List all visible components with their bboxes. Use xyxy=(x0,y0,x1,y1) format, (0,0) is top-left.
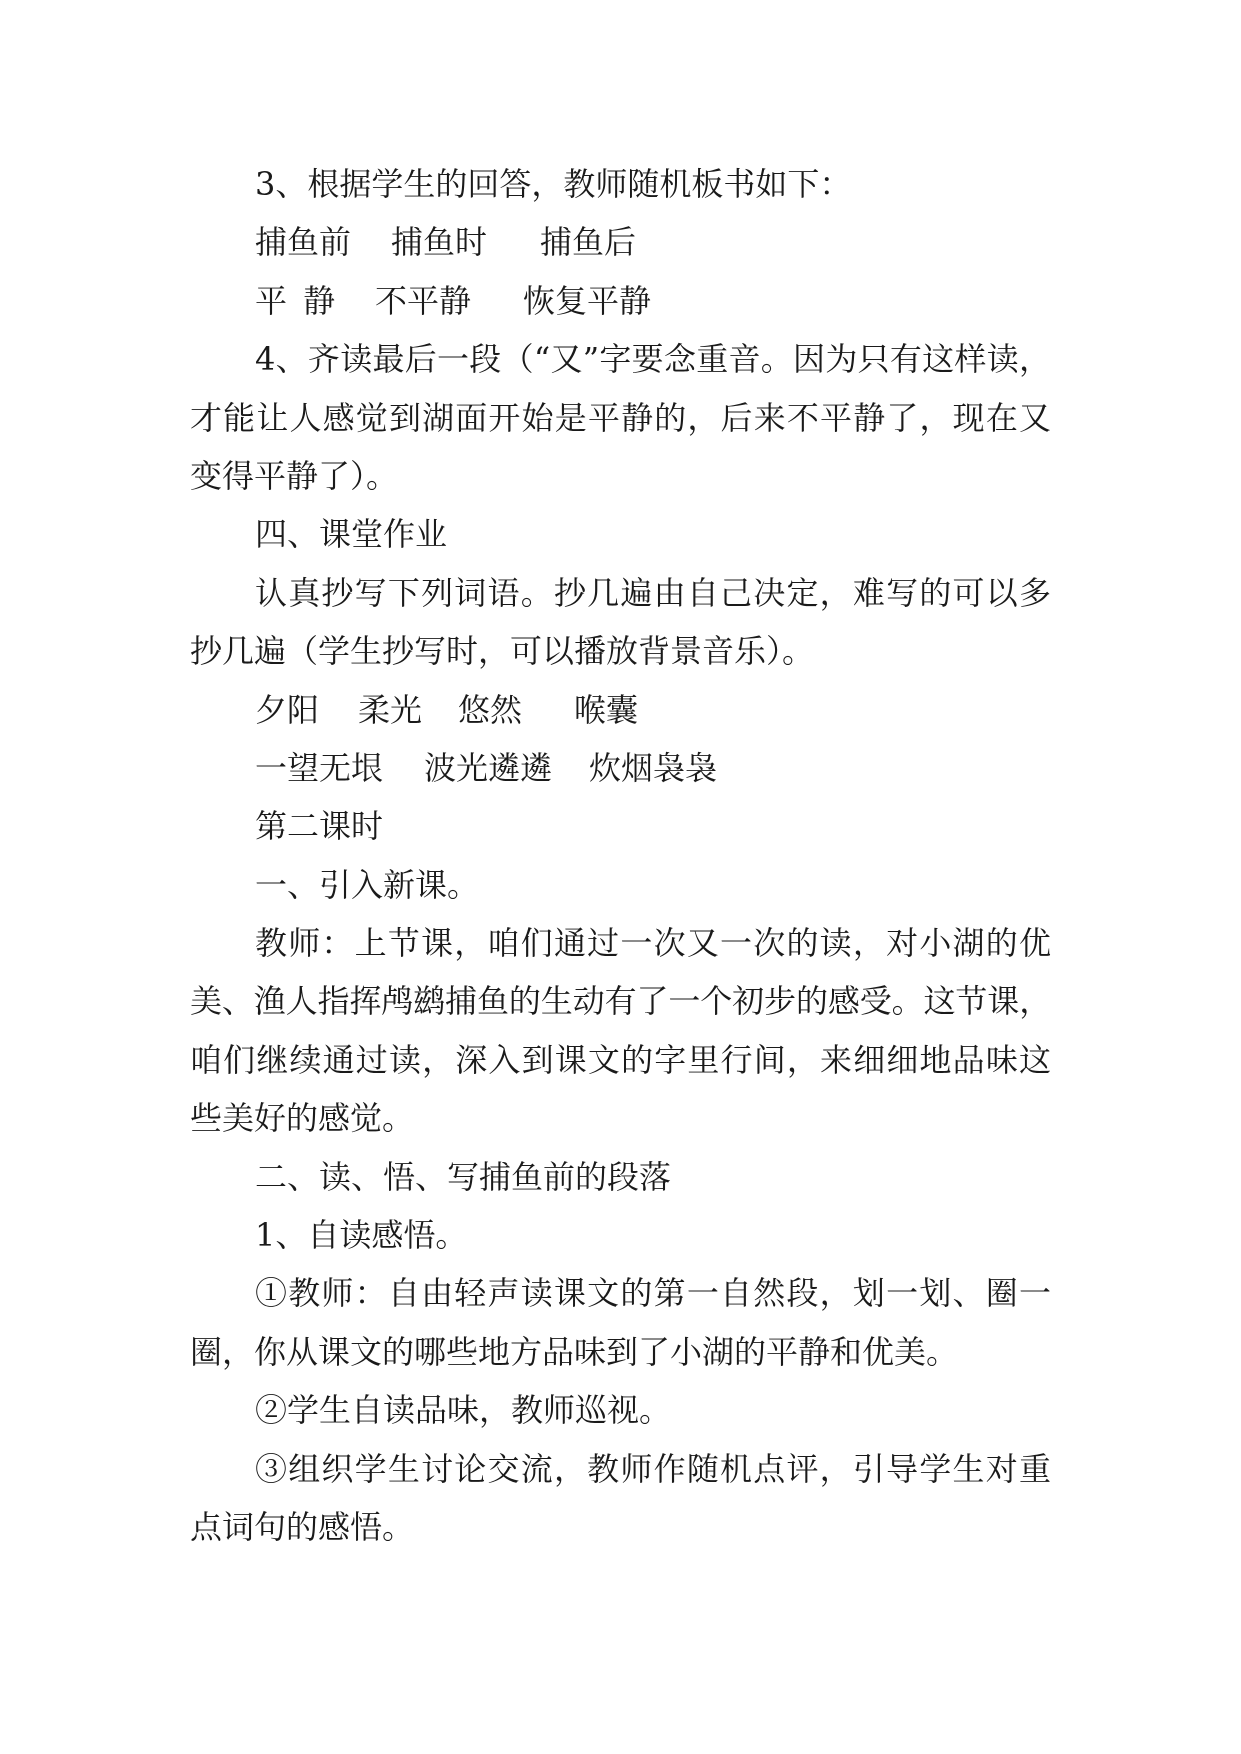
document-body xyxy=(190,155,1051,1556)
reading-item-3-line: ③组织学生讨论交流，教师作随机点评，引导学生对重 xyxy=(255,1449,1051,1488)
homework-heading: 四、课堂作业 xyxy=(255,515,448,554)
vocabulary-phrase: 炊烟袅袅 xyxy=(589,748,718,787)
board-stages-row xyxy=(190,213,1051,271)
board-stage-during: 捕鱼时 xyxy=(391,223,488,262)
teacher-intro-line: 教师：上节课，咱们通过一次又一次的读，对小湖的优 xyxy=(255,924,1051,963)
teacher-intro-line: 美、渔人指挥鸬鹚捕鱼的生动有了一个初步的感受。这节课， xyxy=(190,982,1051,1021)
vocabulary-row xyxy=(190,739,1051,797)
lesson-2-title: 第二课时 xyxy=(255,807,384,846)
reading-item-3-line: 点词句的感悟。 xyxy=(190,1507,415,1546)
reading-step-1: 1、自读感悟。 xyxy=(255,1216,468,1255)
step-3-text: 3、根据学生的回答，教师随机板书如下： xyxy=(255,165,852,203)
teacher-intro-line: 咱们继续通过读，深入到课文的字里行间，来细细地品味这 xyxy=(190,1040,1051,1079)
vocabulary-word: 喉囊 xyxy=(574,690,639,729)
board-state-before: 平 静 xyxy=(255,281,336,320)
intro-heading: 一、引入新课。 xyxy=(255,865,480,904)
board-state-during: 不平静 xyxy=(375,281,472,320)
reading-item-1-line: ①教师：自由轻声读课文的第一自然段，划一划、圈一 xyxy=(255,1274,1051,1313)
board-stage-after: 捕鱼后 xyxy=(540,223,637,262)
homework-instruction-line: 抄几遍（学生抄写时，可以播放背景音乐）。 xyxy=(190,632,815,671)
board-stage-before: 捕鱼前 xyxy=(255,223,352,262)
step-4-line: 才能让人感觉到湖面开始是平静的，后来不平静了，现在又 xyxy=(190,398,1051,437)
reading-item-2: ②学生自读品味，教师巡视。 xyxy=(255,1391,672,1430)
homework-instruction-line: 认真抄写下列词语。抄几遍由自己决定，难写的可以多 xyxy=(255,573,1051,612)
board-states-row xyxy=(190,272,1051,330)
teacher-intro-line: 些美好的感觉。 xyxy=(190,1099,415,1138)
board-state-after: 恢复平静 xyxy=(523,281,652,320)
vocabulary-word: 夕阳 xyxy=(255,690,320,729)
reading-heading: 二、读、悟、写捕鱼前的段落 xyxy=(255,1157,672,1196)
step-4-line: 4、齐读最后一段（“又”字要念重音。因为只有这样读， xyxy=(255,340,1051,379)
step-4-line: 变得平静了）。 xyxy=(190,456,399,495)
reading-item-1-line: 圈，你从课文的哪些地方品味到了小湖的平静和优美。 xyxy=(190,1332,959,1371)
vocabulary-phrase: 一望无垠 xyxy=(255,748,384,787)
vocabulary-word: 柔光 xyxy=(358,690,423,729)
vocabulary-row xyxy=(190,681,1051,739)
vocabulary-phrase: 波光遴遴 xyxy=(424,748,553,787)
vocabulary-word: 悠然 xyxy=(458,690,523,729)
